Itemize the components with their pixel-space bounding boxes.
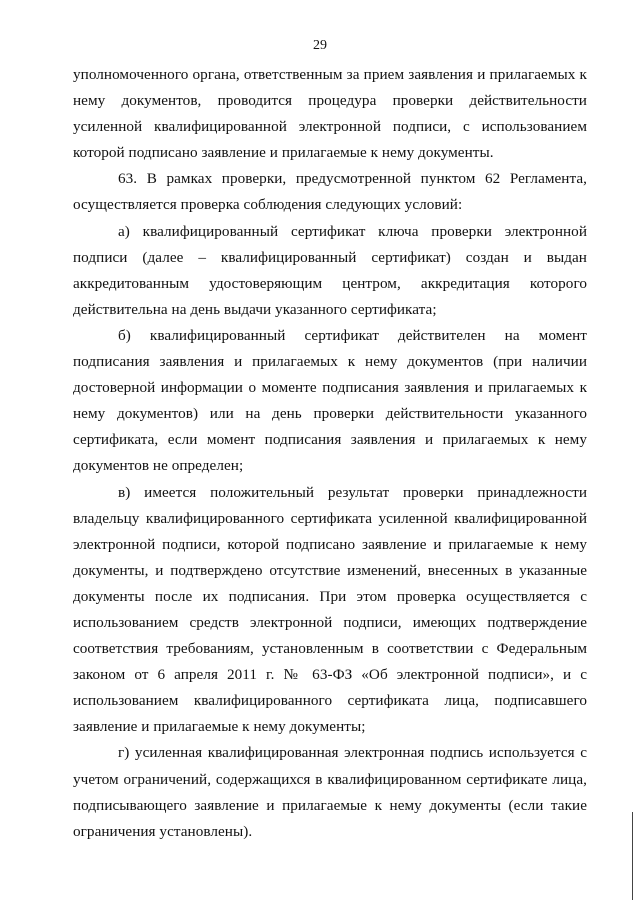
page-number: 29 <box>313 38 327 53</box>
paragraph-item-v: в) имеется положительный результат проверки принадлежности владельцу квалифицированного сертификата усиленной квалифицированной электронной подписи, которой подписано заявление и прилагаемые к нему документы, и подтверждено отсутствие изменений, внесенных в указанные документы после их подписания. При этом проверка осуществляется с использованием средств электронной подписи, имеющих подтверждение соответствия требованиям, установленным в соответствии с Федеральным законом от 6 апреля 2011 г. № 63-ФЗ «Об электронной подписи», и с использованием квалифицированного сертификата лица, подписавшего заявление и прилагаемые к нему документы; <box>73 483 587 736</box>
paragraph-item-a: а) квалифицированный сертификат ключа проверки электронной подписи (далее – квалифицированный сертификат) создан и выдан аккредитованным удостоверяющим центром, аккредитация которого действительна на день выдачи указанного сертификата; <box>73 222 587 318</box>
paragraph-item-g: г) усиленная квалифицированная электронная подпись используется с учетом ограничений, содержащихся в квалифицированном сертификате лица, подписывающего заявление и прилагаемые к нему документы (если такие ограничения установлены). <box>73 744 587 840</box>
paragraph-item-b: б) квалифицированный сертификат действителен на момент подписания заявления и прилагаемых к нему документов (при наличии достоверной информации о моменте подписания заявления и прилагаемых к нему документов) или на день проверки действительности указанного сертификата, если момент подписания заявления и прилагаемых к нему документов не определен; <box>73 326 587 475</box>
paragraph-63: 63. В рамках проверки, предусмотренной пунктом 62 Регламента, осуществляется проверка соблюдения следующих условий: <box>73 170 587 214</box>
paragraph-continuation: уполномоченного органа, ответственным за прием заявления и прилагаемых к нему документов, проводится процедура проверки действительности усиленной квалифицированной электронной подписи, с использованием которой подписано заявление и прилагаемые к нему документы. <box>73 66 587 162</box>
body-text <box>73 62 587 845</box>
scan-edge-line <box>632 812 633 900</box>
